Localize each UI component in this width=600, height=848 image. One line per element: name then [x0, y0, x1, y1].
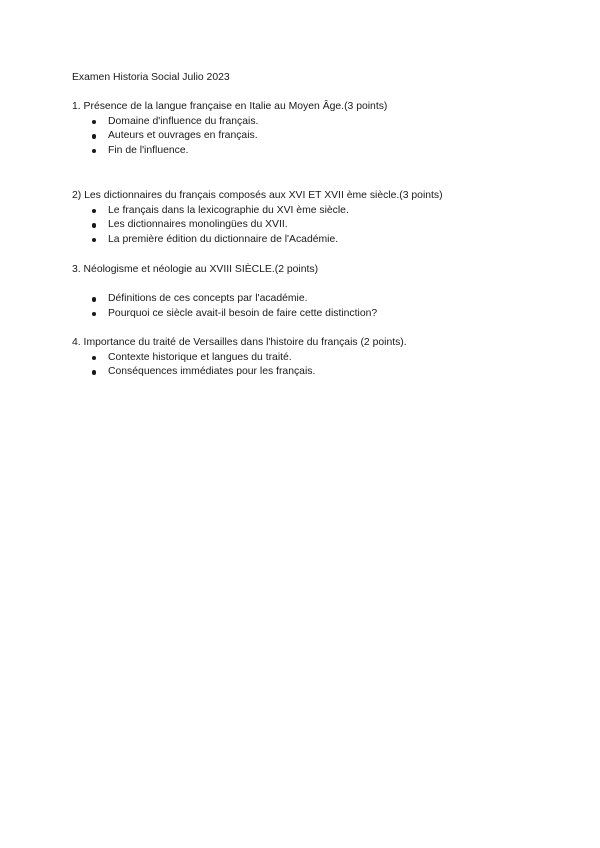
section-heading: 2) Les dictionnaires du français composés aux XVI ET XVII ème siècle.(3 points) [72, 190, 443, 201]
list-item [72, 204, 443, 219]
section-4 [72, 336, 407, 380]
list-item [72, 233, 443, 248]
bullet-list [72, 292, 377, 321]
list-item [72, 351, 407, 366]
bullet-icon [92, 297, 96, 301]
list-item [72, 144, 387, 159]
bullet-icon [92, 134, 96, 138]
section-heading: 1. Présence de la langue française en Italie au Moyen Âge.(3 points) [72, 101, 388, 112]
section-heading: 4. Importance du traité de Versailles dans l'histoire du français (2 points). [72, 337, 407, 348]
list-item-text: Pourquoi ce siècle avait-il besoin de faire cette distinction? [108, 307, 378, 319]
section-2 [72, 189, 443, 247]
section-1 [72, 100, 387, 158]
bullet-icon [92, 120, 96, 124]
list-item [72, 115, 387, 130]
list-item-text: La première édition du dictionnaire de l'Académie. [108, 233, 339, 245]
bullet-icon [92, 356, 96, 360]
list-item [72, 292, 377, 307]
bullet-icon [92, 370, 96, 374]
list-item [72, 307, 377, 322]
list-item [72, 129, 387, 144]
list-item-text: Les dictionnaires monolingües du XVII. [108, 219, 288, 231]
list-item-text: Domaine d'influence du français. [108, 115, 259, 127]
list-item-text: Le français dans la lexicographie du XVI ème siècle. [108, 204, 349, 216]
list-item [72, 218, 443, 233]
list-item-text: Auteurs et ouvrages en français. [108, 130, 258, 142]
bullet-icon [92, 238, 96, 242]
document-title: Examen Historia Social Julio 2023 [72, 72, 230, 83]
bullet-list [72, 204, 443, 248]
list-item-text: Contexte historique et langues du traité. [108, 351, 292, 363]
list-item-text: Définitions de ces concepts par l'académie. [108, 293, 308, 305]
list-item-text: Conséquences immédiates pour les français. [108, 366, 316, 378]
list-item-text: Fin de l'influence. [108, 144, 189, 156]
section-heading: 3. Néologisme et néologie au XVIII SIÈCLE.(2 points) [72, 264, 319, 275]
bullet-list [72, 351, 407, 380]
section-3 [72, 263, 377, 321]
bullet-icon [92, 312, 96, 316]
list-item [72, 365, 407, 380]
bullet-list [72, 115, 387, 159]
bullet-icon [92, 223, 96, 227]
bullet-icon [92, 149, 96, 153]
bullet-icon [92, 209, 96, 213]
